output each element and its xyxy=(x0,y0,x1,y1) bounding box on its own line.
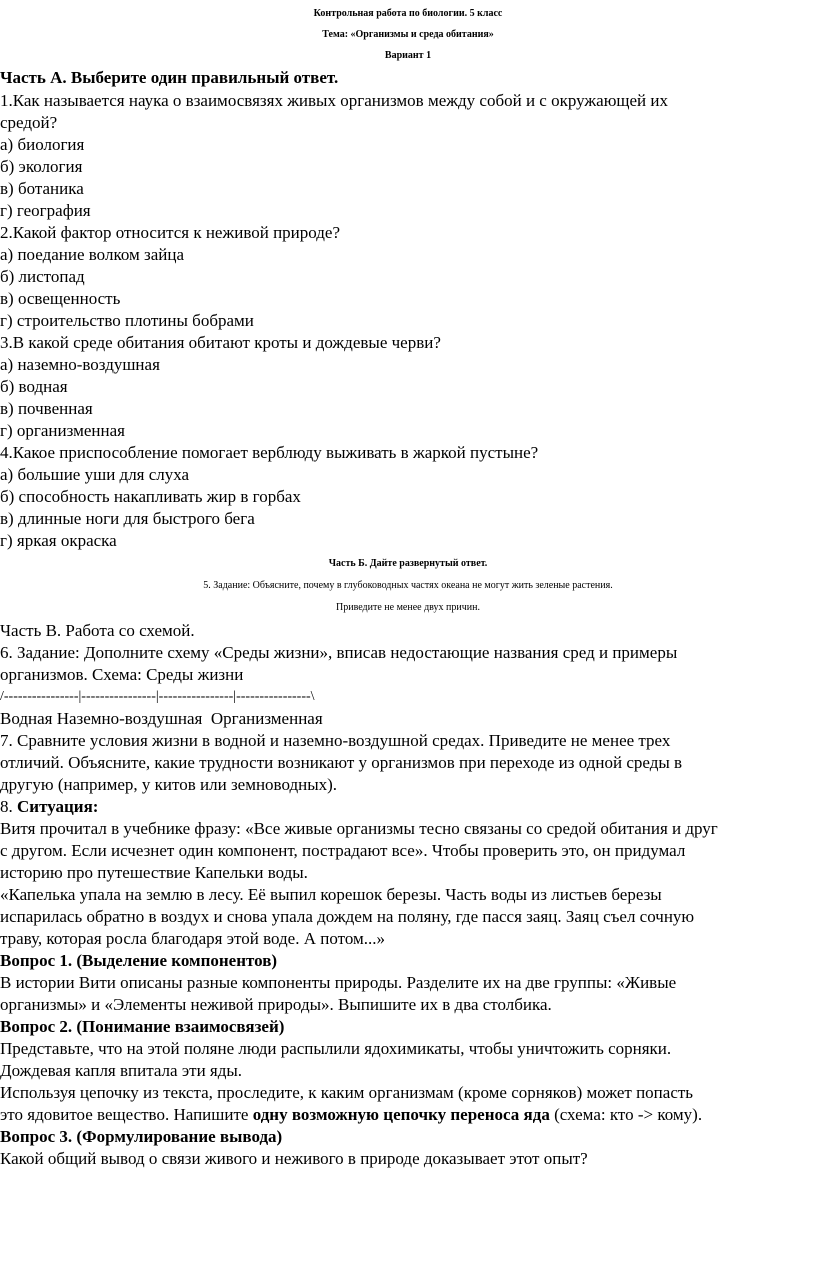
question-2-text: 2.Какой фактор относится к неживой природе? xyxy=(0,223,341,242)
answer-option: г) строительство плотины бобрами xyxy=(0,311,254,330)
task-8-number: 8. xyxy=(0,797,17,816)
task-7-text: 7. Сравните условия жизни в водной и наземно-воздушной средах. Приведите не менее трех xyxy=(0,731,671,750)
story-text: «Капелька упала на землю в лесу. Её выпил корешок березы. Часть воды из листьев березы xyxy=(0,885,662,904)
worksheet-topic: Тема: «Организмы и среда обитания» xyxy=(322,29,494,40)
answer-option: б) листопад xyxy=(0,267,85,286)
question-v2-text-cont: Дождевая капля впитала эти яды. xyxy=(0,1061,243,1080)
task-8-heading xyxy=(0,797,98,819)
part-a-heading: Часть А. Выберите один правильный ответ. xyxy=(0,68,339,87)
question-v3-title: Вопрос 3. (Формулирование вывода) xyxy=(0,1127,283,1146)
task-7-text-cont: отличий. Объясните, какие трудности возникают у организмов при переходе из одной среды в xyxy=(0,753,683,772)
answer-option: а) большие уши для слуха xyxy=(0,465,190,484)
task-7-text-cont: другую (например, у китов или земноводных). xyxy=(0,775,338,794)
question-v1-text: В истории Вити описаны разные компоненты природы. Разделите их на две группы: «Живые xyxy=(0,973,677,992)
question-1-text: 1.Как называется наука о взаимосвязях живых организмов между собой и с окружающей их xyxy=(0,91,668,110)
question-4-text: 4.Какое приспособление помогает верблюду выживать в жаркой пустыне? xyxy=(0,443,539,462)
answer-option: в) освещенность xyxy=(0,289,121,308)
question-v1-title: Вопрос 1. (Выделение компонентов) xyxy=(0,951,278,970)
question-v1-text-cont: организмы» и «Элементы неживой природы». Выпишите их в два столбика. xyxy=(0,995,552,1014)
answer-option: а) биология xyxy=(0,135,85,154)
part-b-heading: Часть Б. Дайте развернутый ответ. xyxy=(328,558,488,569)
task-5-text-cont: Приведите не менее двух причин. xyxy=(336,602,480,613)
task-6-text-cont: организмов. Схема: Среды жизни xyxy=(0,665,244,684)
question-v2-line-end: (схема: кто -> кому). xyxy=(549,1105,703,1124)
situation-text-cont: с другом. Если исчезнет один компонент, пострадают все». Чтобы проверить это, он придумал xyxy=(0,841,686,860)
task-8-title: Ситуация: xyxy=(17,797,99,816)
question-3-text: 3.В какой среде обитания обитают кроты и дождевые черви? xyxy=(0,333,441,352)
worksheet-variant: Вариант 1 xyxy=(384,50,432,61)
answer-option: в) ботаника xyxy=(0,179,84,198)
question-v2-text-cont xyxy=(0,1105,702,1127)
story-text-cont: траву, которая росла благодаря этой воде. А потом...» xyxy=(0,929,385,948)
answer-option: б) водная xyxy=(0,377,68,396)
task-5-text: 5. Задание: Объясните, почему в глубоководных частях океана не могут жить зеленые растения. xyxy=(203,580,613,591)
answer-option: г) яркая окраска xyxy=(0,531,117,550)
answer-option: г) организменная xyxy=(0,421,125,440)
question-v2-title: Вопрос 2. (Понимание взаимосвязей) xyxy=(0,1017,285,1036)
answer-option: в) почвенная xyxy=(0,399,93,418)
answer-option: а) наземно-воздушная xyxy=(0,355,160,374)
answer-option: а) поедание волком зайца xyxy=(0,245,185,264)
situation-text: Витя прочитал в учебнике фразу: «Все живые организмы тесно связаны со средой обитания и друг xyxy=(0,819,718,838)
answer-option: в) длинные ноги для быстрого бега xyxy=(0,509,255,528)
situation-text-cont: историю про путешествие Капельки воды. xyxy=(0,863,308,882)
scheme-labels: Водная Наземно-воздушная Организменная xyxy=(0,709,323,728)
scheme-line: /----------------|----------------|----------------|----------------\ xyxy=(0,689,315,704)
question-v2-text: Представьте, что на этой поляне люди распылили ядохимикаты, чтобы уничтожить сорняки. xyxy=(0,1039,672,1058)
story-text-cont: испарилась обратно в воздух и снова упала дождем на поляну, где пасся заяц. Заяц съел сочную xyxy=(0,907,695,926)
part-v-heading: Часть В. Работа со схемой. xyxy=(0,621,195,640)
question-v2-emphasis: одну возможную цепочку переноса яда xyxy=(252,1105,550,1124)
task-6-text: 6. Задание: Дополните схему «Среды жизни», вписав недостающие названия сред и примеры xyxy=(0,643,678,662)
question-v2-text-cont: Используя цепочку из текста, проследите, к каким организмам (кроме сорняков) может попасть xyxy=(0,1083,694,1102)
answer-option: б) экология xyxy=(0,157,83,176)
question-1-text-cont: средой? xyxy=(0,113,58,132)
question-v2-line-start: это ядовитое вещество. Напишите xyxy=(0,1105,253,1124)
answer-option: г) география xyxy=(0,201,91,220)
worksheet-title: Контрольная работа по биологии. 5 класс xyxy=(313,8,503,19)
question-v3-text: Какой общий вывод о связи живого и неживого в природе доказывает этот опыт? xyxy=(0,1149,588,1168)
answer-option: б) способность накапливать жир в горбах xyxy=(0,487,301,506)
